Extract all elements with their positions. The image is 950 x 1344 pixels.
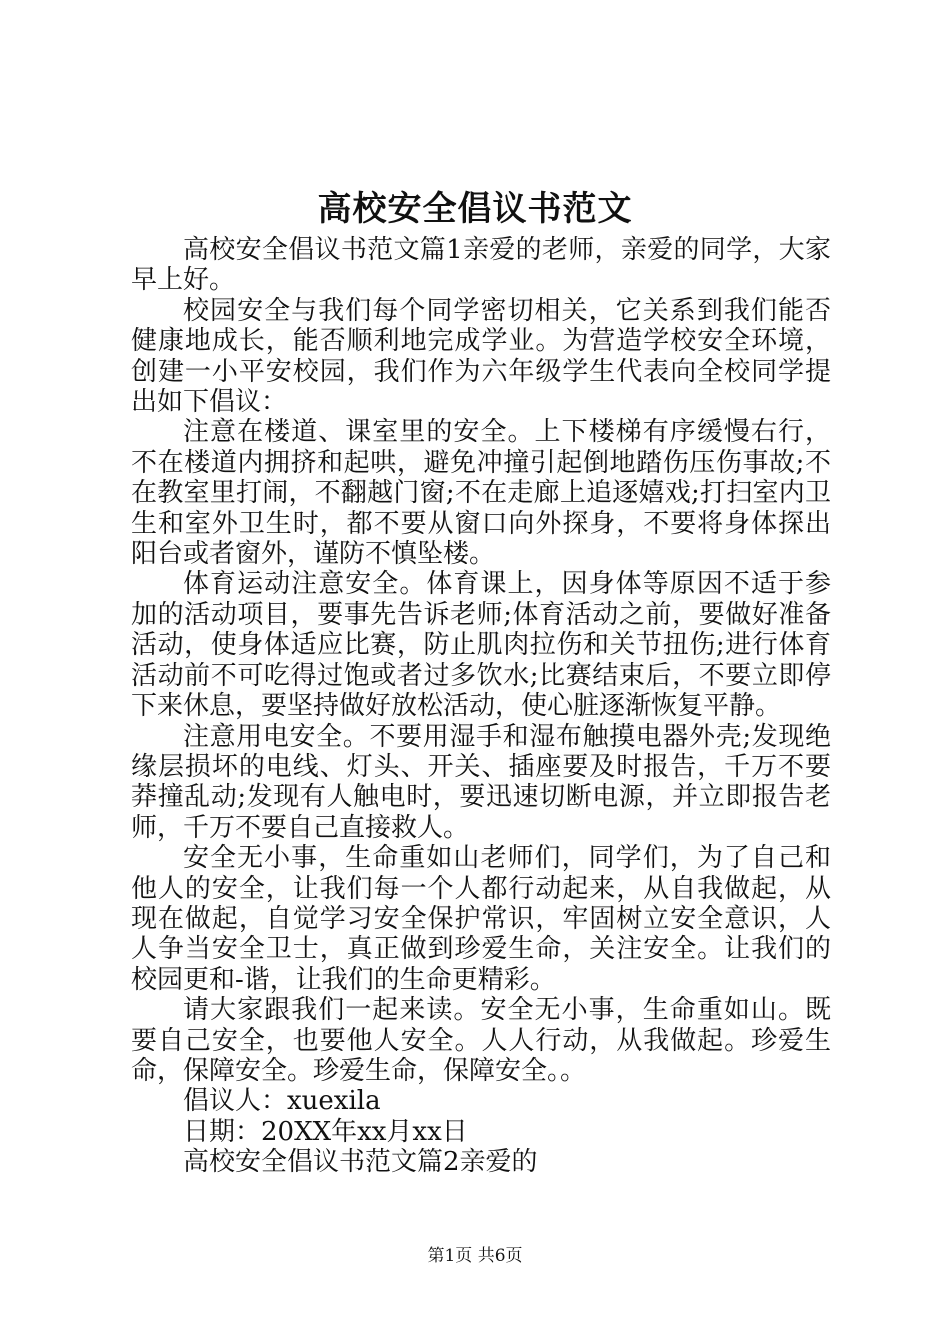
date-line: 日期：20XX年xx月xx日 <box>183 1116 468 1147</box>
document-body <box>131 235 831 1178</box>
paragraph-4: 体育运动注意安全。体育课上，因身体等原因不适于参加的活动项目，要事先告诉老师;体育活动之前，要做好准备活动，使身体适应比赛，防止肌肉拉伤和关节扭伤;进行体育活动前不可吃得过饱或者过多饮水;比赛结束后，不要立即停下来休息，要坚持做好放松活动，使心脏逐渐恢复平静。 <box>131 569 831 722</box>
paragraph-5: 注意用电安全。不要用湿手和湿布触摸电器外壳;发现绝缘层损坏的电线、灯头、开关、插座要及时报告，千万不要莽撞乱动;发现有人触电时，要迅速切断电源，并立即报告老师，千万不要自己直接救人。 <box>131 721 831 843</box>
paragraph-1: 高校安全倡议书范文篇1亲爱的老师，亲爱的同学，大家早上好。 <box>131 235 831 296</box>
paragraph-next-article: 高校安全倡议书范文篇2亲爱的 <box>183 1147 538 1178</box>
paragraph-2: 校园安全与我们每个同学密切相关，它关系到我们能否健康地成长，能否顺利地完成学业。为营造学校安全环境，创建一小平安校园，我们作为六年级学生代表向全校同学提出如下倡议： <box>131 295 831 418</box>
page-number-footer: 第1页 共6页 <box>427 1246 523 1266</box>
paragraph-3: 注意在楼道、课室里的安全。上下楼梯有序缓慢右行，不在楼道内拥挤和起哄，避免冲撞引起倒地踏伤压伤事故;不在教室里打闹，不翻越门窗;不在走廊上追逐嬉戏;打扫室内卫生和室外卫生时，都不要从窗口向外探身，不要将身体探出阳台或者窗外，谨防不慎坠楼。 <box>131 417 831 570</box>
paragraph-6: 安全无小事，生命重如山老师们，同学们，为了自己和他人的安全，让我们每一个人都行动起来，从自我做起，从现在做起，自觉学习安全保护常识，牢固树立安全意识，人人争当安全卫士，真正做到珍爱生命，关注安全。让我们的校园更和-谐，让我们的生命更精彩。 <box>131 843 831 995</box>
proposer-line: 倡议人：xuexila <box>183 1086 381 1117</box>
document-title: 高校安全倡议书范文 <box>317 189 633 229</box>
paragraph-7: 请大家跟我们一起来读。安全无小事，生命重如山。既要自己安全，也要他人安全。人人行动，从我做起。珍爱生命，保障安全。珍爱生命，保障安全。。 <box>131 995 831 1086</box>
